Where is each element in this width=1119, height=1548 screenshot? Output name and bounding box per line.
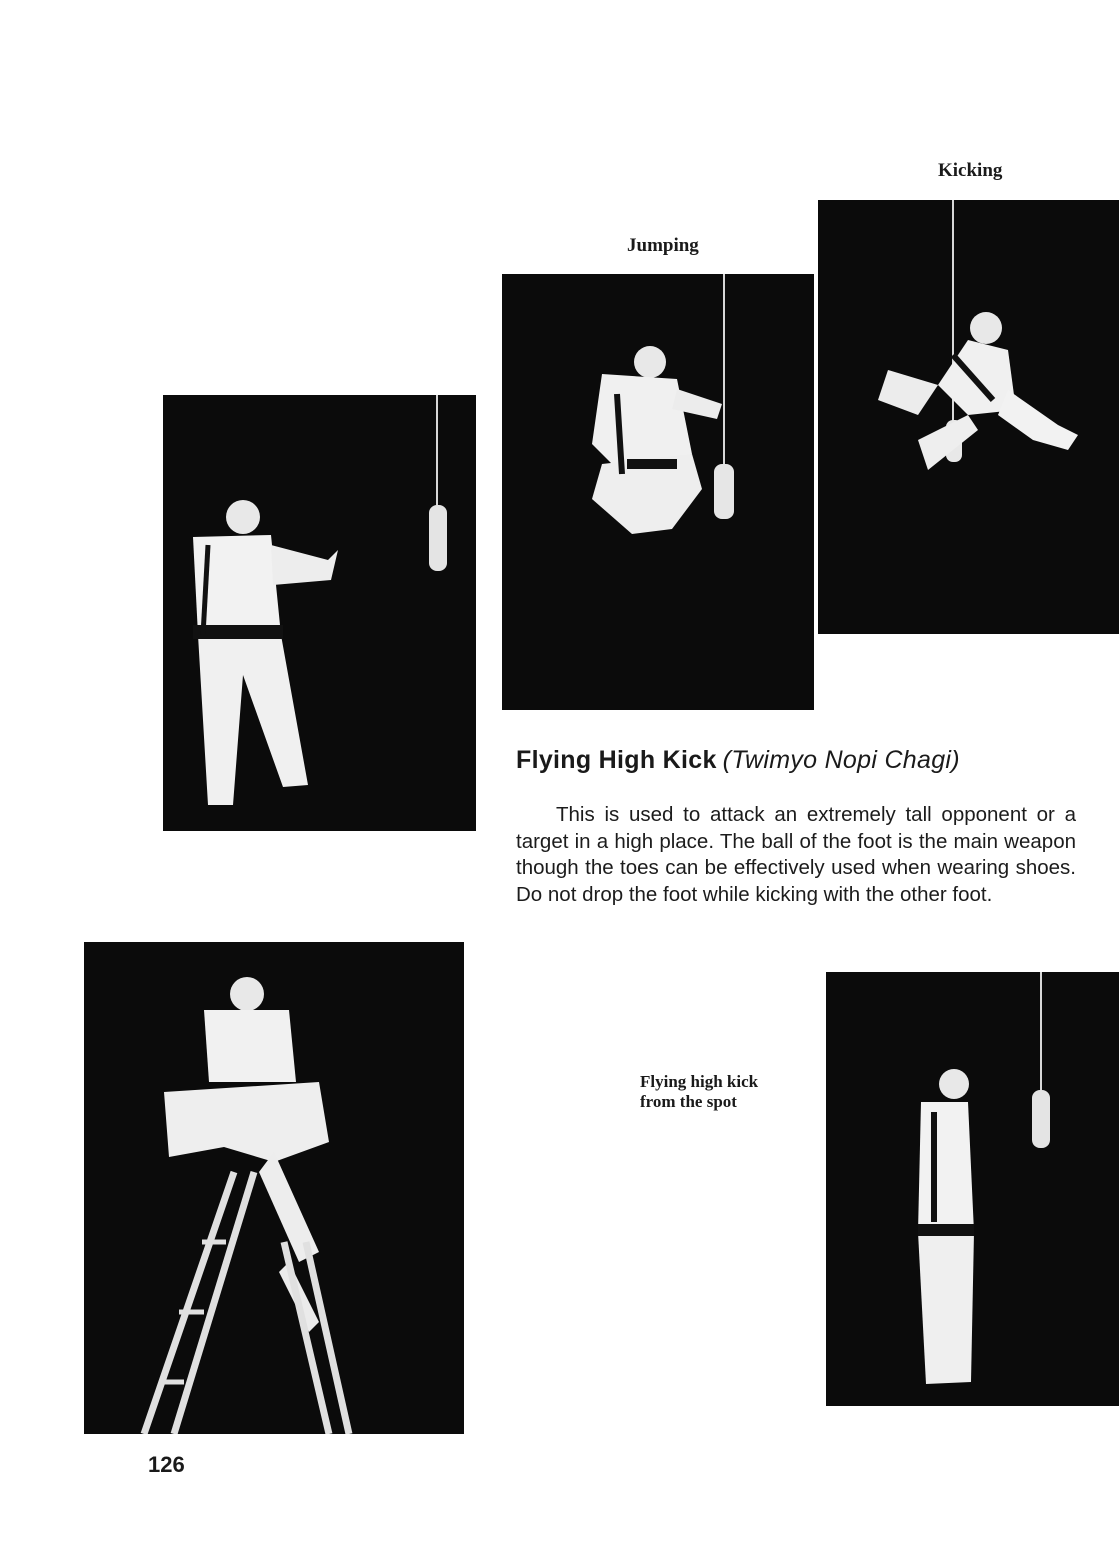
title-korean: (Twimyo Nopi Chagi) xyxy=(722,746,960,774)
section-body: This is used to attack an extremely tall opponent or a target in a high place. The ball of the foot is the main weapon though the toes can be effectively used when wearing shoes. Do not drop the foot while kicking with the other foot. xyxy=(516,803,1076,906)
photo-standing-side xyxy=(826,972,1119,1406)
page-number: 126 xyxy=(148,1452,185,1477)
caption-from-spot xyxy=(640,1072,758,1112)
caption-from-spot-line1: Flying high kick xyxy=(640,1072,759,1091)
photo-ladder-jump xyxy=(84,942,464,1434)
caption-kicking: Kicking xyxy=(938,160,1003,181)
photo-jumping xyxy=(502,274,814,710)
caption-from-spot-line2: from the spot xyxy=(640,1092,737,1111)
caption-jumping: Jumping xyxy=(627,235,699,256)
photo-ready-stance xyxy=(163,395,476,831)
title-main: Flying High Kick xyxy=(516,746,717,774)
section-title xyxy=(516,746,1076,775)
photo-kicking xyxy=(818,200,1119,634)
